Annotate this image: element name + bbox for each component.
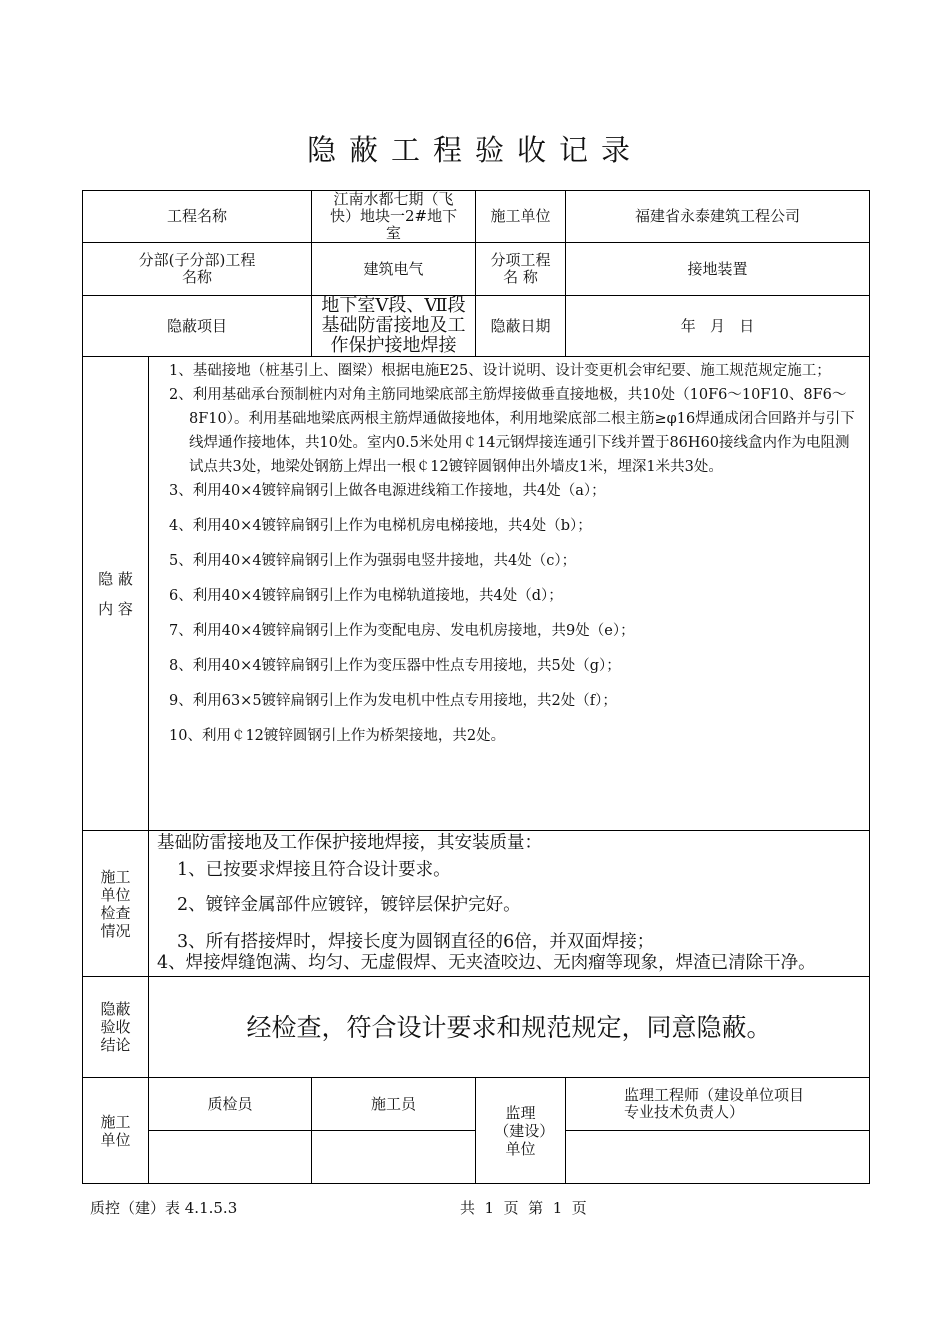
inspection-body — [149, 831, 870, 977]
inspection-line-2: 2、镀锌金属部件应镀锌，镀锌层保护完好。 — [177, 895, 521, 915]
hidden-date-label: 隐蔽日期 — [476, 296, 566, 357]
hidden-date-value: 年 月 日 — [566, 296, 870, 357]
project-row — [83, 191, 870, 243]
conclusion-label-text: 隐蔽验收结论 — [100, 1000, 131, 1054]
inspection-row — [83, 831, 870, 977]
division-label — [83, 243, 312, 296]
content-item-6: 6、利用40×4镀锌扁钢引上作为电梯轨道接地，共4处（d）； — [169, 588, 563, 604]
form-code: 质控（建）表 4.1.5.3 — [90, 1199, 238, 1217]
conclusion-label — [83, 977, 149, 1078]
project-name-value — [312, 191, 476, 243]
inspection-line-3: 3、所有搭接焊时，焊接长度为圆钢直径的6倍，并双面焊接； — [177, 932, 655, 952]
content-item-7: 7、利用40×4镀锌扁钢引上作为变配电房、发电机房接地，共9处（e）； — [169, 623, 635, 639]
hidden-item-row — [83, 296, 870, 357]
supervisor-label-text: 监理工程师（建设单位项目专业技术负责人） — [624, 1086, 805, 1121]
quality-inspector-label: 质检员 — [149, 1078, 312, 1131]
subitem-label-text: 分项工程名 称 — [490, 251, 551, 286]
construction-unit-text: 施工单位 — [100, 1112, 131, 1149]
supervision-unit-label — [476, 1078, 566, 1184]
content-item-2: 2、利用基础承台预制桩内对角主筋同地梁底部主筋焊接做垂直接地极，共10处（10F6～10F10、8F6～8F10）。利用基础地梁底两根主筋焊通做接地体，利用地梁底部二根主筋≥φ16焊通成闭合回路并与引下线焊通作接地体，共10处。室内0.5米处用￠14元钢焊接连通引下线并置于86H60接线盒内作为电阻测试点共3处，地梁处钢筋上焊出一根￠12镀锌圆钢伸出外墙皮1米，埋深1米共3处。 — [169, 387, 855, 475]
content-item-3: 3、利用40×4镀锌扁钢引上做各电源进线箱工作接地，共4处（a）； — [169, 483, 606, 499]
supervision-unit-text: 监理（建设）单位 — [494, 1103, 547, 1158]
page-title: 隐蔽工程验收记录 — [306, 133, 643, 167]
hidden-item-value — [312, 296, 476, 357]
page-info: 共 1 页 第 1 页 — [460, 1199, 587, 1217]
division-value: 建筑电气 — [312, 243, 476, 296]
division-label-text: 分部(子分部)工程名称 — [138, 251, 256, 286]
content-item-9: 9、利用63×5镀锌扁钢引上作为发电机中性点专用接地，共2处（f）； — [169, 693, 617, 709]
hidden-content-label-line1: 隐 蔽 — [98, 569, 133, 588]
constructor-label: 施工员 — [312, 1078, 476, 1131]
inspection-line-1: 1、已按要求焊接且符合设计要求。 — [177, 860, 451, 880]
content-item-4: 4、利用40×4镀锌扁钢引上作为电梯机房电梯接地，共4处（b）； — [169, 518, 592, 534]
content-item-8: 8、利用40×4镀锌扁钢引上作为变压器中性点专用接地，共5处（g）； — [169, 658, 621, 674]
signature-header-row — [83, 1078, 870, 1131]
division-row — [83, 243, 870, 296]
content-item-10: 10、利用￠12镀锌圆钢引上作为桥架接地，共2处。 — [169, 728, 506, 744]
inspection-line-intro: 基础防雷接地及工作保护接地焊接，其安装质量： — [157, 833, 542, 853]
content-item-5: 5、利用40×4镀锌扁钢引上作为强弱电竖井接地，共4处（c）； — [169, 553, 577, 569]
inspection-label-text: 施工单位检查情况 — [100, 867, 131, 940]
hidden-content-label — [83, 357, 149, 831]
project-name-text: 江南水都七期（飞快）地块一2#地下室 — [329, 190, 458, 242]
acceptance-record-table — [82, 190, 870, 1184]
hidden-content-body — [149, 357, 870, 831]
inspection-line-4: 4、焊接焊缝饱满、均匀、无虚假焊、无夹渣咬边、无肉瘤等现象，焊渣已清除干净。 — [157, 953, 816, 973]
conclusion-text: 经检查，符合设计要求和规范规定，同意隐蔽。 — [149, 977, 870, 1078]
supervisor-label — [566, 1078, 870, 1131]
hidden-item-text: 地下室Ⅴ段、Ⅶ段基础防雷接地及工作保护接地焊接 — [321, 295, 466, 356]
hidden-content-row — [83, 357, 870, 831]
conclusion-row — [83, 977, 870, 1078]
constructor-signature — [312, 1131, 476, 1184]
construction-unit-label — [83, 1078, 149, 1184]
supervisor-signature — [566, 1131, 870, 1184]
project-name-label: 工程名称 — [83, 191, 312, 243]
hidden-item-label: 隐蔽项目 — [83, 296, 312, 357]
quality-inspector-signature — [149, 1131, 312, 1184]
hidden-content-label-line2: 内 容 — [98, 599, 133, 618]
subitem-label — [476, 243, 566, 296]
content-item-1: 1、基础接地（桩基引上、圈梁）根据电施E25、设计说明、设计变更机会审纪要、施工规范规定施工； — [169, 363, 831, 379]
inspection-label — [83, 831, 149, 977]
subitem-value: 接地装置 — [566, 243, 870, 296]
contractor-value: 福建省永泰建筑工程公司 — [566, 191, 870, 243]
contractor-label: 施工单位 — [476, 191, 566, 243]
